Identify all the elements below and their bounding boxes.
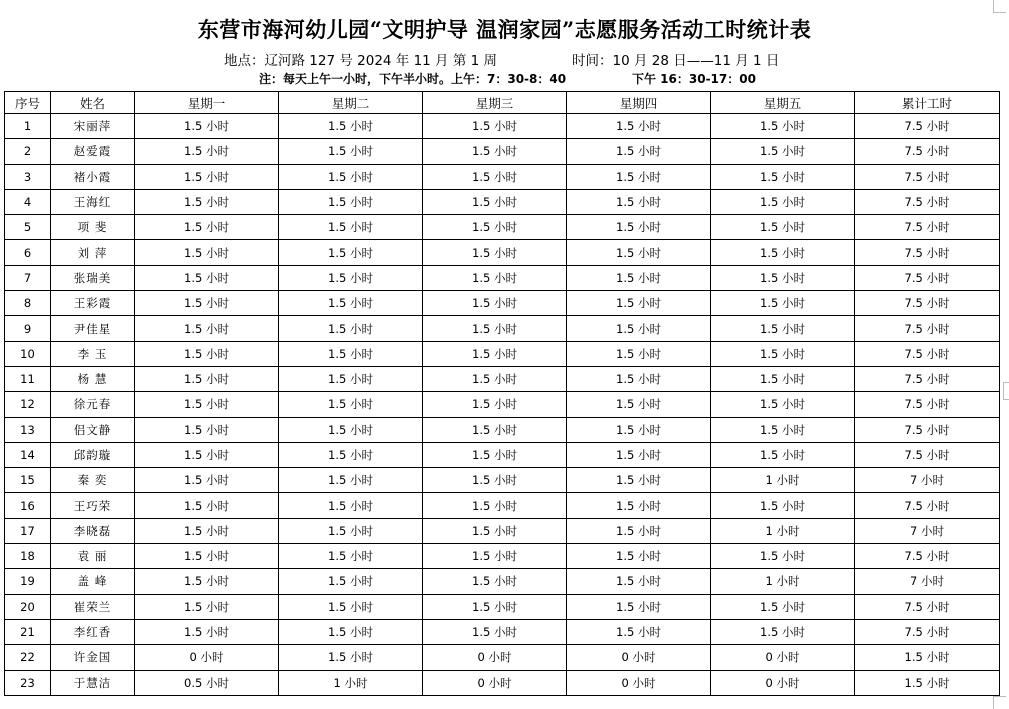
hours-cell: 1.5 小时 [567,114,711,139]
total-hours-cell: 7.5 小时 [855,366,1000,391]
hours-cell: 1.5 小时 [423,417,567,442]
row-number-cell: 13 [5,417,51,442]
hours-cell: 1.5 小时 [279,189,423,214]
hours-cell: 1.5 小时 [423,215,567,240]
hours-cell: 1.5 小时 [279,164,423,189]
total-hours-cell: 7.5 小时 [855,265,1000,290]
hours-cell: 1.5 小时 [135,139,279,164]
total-hours-cell: 7.5 小时 [855,493,1000,518]
hours-cell: 1.5 小时 [711,164,855,189]
hours-cell: 1.5 小时 [423,164,567,189]
name-cell: 褚小霞 [51,164,135,189]
hours-cell: 1.5 小时 [711,316,855,341]
table-row [5,164,1000,189]
hours-cell: 1.5 小时 [279,341,423,366]
hours-cell: 1.5 小时 [711,240,855,265]
hours-cell: 0 小时 [135,645,279,670]
hours-cell: 1.5 小时 [135,518,279,543]
hours-cell: 1.5 小时 [423,366,567,391]
hours-cell: 1.5 小时 [711,265,855,290]
hours-cell: 1.5 小时 [135,215,279,240]
hours-cell: 1.5 小时 [279,139,423,164]
hours-cell: 1.5 小时 [567,569,711,594]
table-row [5,645,1000,670]
hours-cell: 1.5 小时 [423,442,567,467]
total-hours-cell: 7.5 小时 [855,114,1000,139]
name-cell: 袁 丽 [51,544,135,569]
table-row [5,670,1000,695]
hours-cell: 1.5 小时 [135,544,279,569]
name-cell: 杨 慧 [51,366,135,391]
hours-cell: 1.5 小时 [711,189,855,214]
column-header: 星期五 [711,92,855,114]
total-hours-cell: 7.5 小时 [855,417,1000,442]
hours-cell: 1.5 小时 [423,594,567,619]
table-row [5,518,1000,543]
table-row [5,468,1000,493]
table-row [5,265,1000,290]
hours-cell: 1.5 小时 [279,468,423,493]
row-number-cell: 19 [5,569,51,594]
hours-cell: 1.5 小时 [711,366,855,391]
hours-cell: 1.5 小时 [135,265,279,290]
name-cell: 徐元春 [51,392,135,417]
total-hours-cell: 7 小时 [855,569,1000,594]
total-hours-cell: 7.5 小时 [855,164,1000,189]
hours-cell: 1.5 小时 [711,341,855,366]
note-text: 注：每天上午一小时，下午半小时。上午：7：30-8：40 [259,72,567,86]
row-number-cell: 10 [5,341,51,366]
hours-cell: 1.5 小时 [423,114,567,139]
row-number-cell: 20 [5,594,51,619]
hours-cell: 0.5 小时 [135,670,279,695]
total-hours-cell: 7.5 小时 [855,392,1000,417]
hours-cell: 1.5 小时 [135,417,279,442]
table-row [5,366,1000,391]
table-row [5,442,1000,467]
hours-cell: 1.5 小时 [279,493,423,518]
row-number-cell: 7 [5,265,51,290]
table-row [5,114,1000,139]
hours-cell: 1.5 小时 [567,544,711,569]
row-number-cell: 18 [5,544,51,569]
hours-cell: 1.5 小时 [711,392,855,417]
hours-cell: 1.5 小时 [135,240,279,265]
name-cell: 许金国 [51,645,135,670]
hours-cell: 0 小时 [423,645,567,670]
hours-cell: 1.5 小时 [567,316,711,341]
column-header: 累计工时 [855,92,1000,114]
row-number-cell: 1 [5,114,51,139]
hours-cell: 1.5 小时 [279,392,423,417]
hours-cell: 1 小时 [711,569,855,594]
hours-cell: 1.5 小时 [567,442,711,467]
hours-cell: 1.5 小时 [279,240,423,265]
hours-cell: 1.5 小时 [567,139,711,164]
hours-cell: 1.5 小时 [567,366,711,391]
hours-cell: 1.5 小时 [567,291,711,316]
total-hours-cell: 7.5 小时 [855,442,1000,467]
hours-cell: 1.5 小时 [423,265,567,290]
hours-cell: 1.5 小时 [279,594,423,619]
note-afternoon-text: 下午 16：30-17：00 [632,72,756,86]
work-hours-table [4,91,1000,696]
name-cell: 邱韵璇 [51,442,135,467]
row-number-cell: 11 [5,366,51,391]
hours-cell: 1.5 小时 [711,417,855,442]
hours-cell: 1.5 小时 [567,518,711,543]
hours-cell: 0 小时 [567,645,711,670]
hours-cell: 1 小时 [711,468,855,493]
hours-cell: 1.5 小时 [423,468,567,493]
name-cell: 张瑞美 [51,265,135,290]
table-row [5,569,1000,594]
hours-cell: 1.5 小时 [135,493,279,518]
location-text: 地点：辽河路 127 号 2024 年 11 月 第 1 周 [224,53,498,69]
table-row [5,215,1000,240]
hours-cell: 1.5 小时 [423,569,567,594]
hours-cell: 1.5 小时 [711,114,855,139]
hours-cell: 1.5 小时 [567,392,711,417]
column-header: 星期二 [279,92,423,114]
page-edge-mark [1003,382,1009,400]
hours-cell: 1.5 小时 [711,594,855,619]
hours-cell: 1.5 小时 [135,316,279,341]
row-number-cell: 8 [5,291,51,316]
row-number-cell: 23 [5,670,51,695]
table-row [5,240,1000,265]
row-number-cell: 14 [5,442,51,467]
row-number-cell: 15 [5,468,51,493]
hours-cell: 1.5 小时 [423,291,567,316]
table-header-row [5,92,1000,114]
row-number-cell: 16 [5,493,51,518]
hours-cell: 1.5 小时 [135,619,279,644]
hours-cell: 1.5 小时 [279,417,423,442]
hours-cell: 1.5 小时 [135,366,279,391]
hours-cell: 1.5 小时 [135,114,279,139]
table-row [5,316,1000,341]
total-hours-cell: 7 小时 [855,468,1000,493]
hours-cell: 1.5 小时 [567,240,711,265]
table-row [5,594,1000,619]
name-cell: 李晓磊 [51,518,135,543]
page-corner-mark-top [993,0,1006,13]
hours-cell: 1.5 小时 [423,619,567,644]
total-hours-cell: 7.5 小时 [855,240,1000,265]
total-hours-cell: 7.5 小时 [855,215,1000,240]
hours-cell: 1.5 小时 [135,468,279,493]
total-hours-cell: 7.5 小时 [855,594,1000,619]
hours-cell: 1.5 小时 [567,215,711,240]
name-cell: 刘 萍 [51,240,135,265]
table-row [5,139,1000,164]
hours-cell: 1.5 小时 [423,240,567,265]
name-cell: 李红香 [51,619,135,644]
hours-cell: 0 小时 [423,670,567,695]
name-cell: 盖 峰 [51,569,135,594]
hours-cell: 1.5 小时 [423,493,567,518]
hours-cell: 1.5 小时 [279,518,423,543]
hours-cell: 1.5 小时 [279,291,423,316]
hours-cell: 1.5 小时 [135,189,279,214]
row-number-cell: 2 [5,139,51,164]
column-header: 姓名 [51,92,135,114]
hours-cell: 1.5 小时 [135,569,279,594]
hours-cell: 1.5 小时 [135,442,279,467]
time-range-text: 时间：10 月 28 日——11 月 1 日 [572,53,780,69]
hours-cell: 1.5 小时 [423,544,567,569]
name-cell: 侣文静 [51,417,135,442]
hours-cell: 1.5 小时 [423,189,567,214]
hours-cell: 1.5 小时 [279,366,423,391]
table-row [5,493,1000,518]
total-hours-cell: 7.5 小时 [855,139,1000,164]
table-row [5,291,1000,316]
total-hours-cell: 7.5 小时 [855,544,1000,569]
hours-cell: 1.5 小时 [567,493,711,518]
hours-cell: 1.5 小时 [135,594,279,619]
row-number-cell: 3 [5,164,51,189]
hours-cell: 1.5 小时 [711,544,855,569]
row-number-cell: 12 [5,392,51,417]
table-row [5,544,1000,569]
row-number-cell: 5 [5,215,51,240]
column-header: 星期三 [423,92,567,114]
hours-cell: 1.5 小时 [567,265,711,290]
hours-cell: 1.5 小时 [423,316,567,341]
table-row [5,392,1000,417]
name-cell: 项 斐 [51,215,135,240]
row-number-cell: 17 [5,518,51,543]
name-cell: 王彩霞 [51,291,135,316]
row-number-cell: 21 [5,619,51,644]
name-cell: 李 玉 [51,341,135,366]
column-header: 星期一 [135,92,279,114]
total-hours-cell: 7.5 小时 [855,619,1000,644]
hours-cell: 1.5 小时 [567,417,711,442]
document-title: 东营市海河幼儿园“文明护导 温润家园”志愿服务活动工时统计表 [197,17,812,42]
hours-cell: 1.5 小时 [567,189,711,214]
total-hours-cell: 7.5 小时 [855,341,1000,366]
hours-cell: 1.5 小时 [423,341,567,366]
row-number-cell: 6 [5,240,51,265]
hours-cell: 1.5 小时 [279,645,423,670]
hours-cell: 1.5 小时 [711,442,855,467]
total-hours-cell: 7.5 小时 [855,189,1000,214]
row-number-cell: 4 [5,189,51,214]
total-hours-cell: 1.5 小时 [855,645,1000,670]
column-header: 星期四 [567,92,711,114]
hours-cell: 1.5 小时 [423,518,567,543]
total-hours-cell: 7 小时 [855,518,1000,543]
hours-cell: 1.5 小时 [279,114,423,139]
hours-cell: 1.5 小时 [279,316,423,341]
name-cell: 宋丽萍 [51,114,135,139]
name-cell: 赵爱霞 [51,139,135,164]
hours-cell: 1.5 小时 [279,265,423,290]
hours-cell: 1.5 小时 [279,442,423,467]
table-row [5,619,1000,644]
hours-cell: 1.5 小时 [135,392,279,417]
hours-cell: 1.5 小时 [711,215,855,240]
name-cell: 于慧洁 [51,670,135,695]
hours-cell: 1.5 小时 [279,544,423,569]
hours-cell: 1.5 小时 [279,215,423,240]
hours-cell: 1.5 小时 [567,164,711,189]
hours-cell: 0 小时 [567,670,711,695]
column-header: 序号 [5,92,51,114]
hours-cell: 1.5 小时 [567,594,711,619]
hours-cell: 1.5 小时 [279,619,423,644]
name-cell: 秦 奕 [51,468,135,493]
hours-cell: 1.5 小时 [135,291,279,316]
hours-cell: 1.5 小时 [567,341,711,366]
hours-cell: 1.5 小时 [711,619,855,644]
name-cell: 崔荣兰 [51,594,135,619]
hours-cell: 1.5 小时 [423,139,567,164]
name-cell: 王海红 [51,189,135,214]
hours-cell: 0 小时 [711,645,855,670]
hours-cell: 1 小时 [711,518,855,543]
row-number-cell: 22 [5,645,51,670]
hours-cell: 1.5 小时 [711,139,855,164]
table-row [5,341,1000,366]
hours-cell: 1.5 小时 [567,468,711,493]
hours-cell: 0 小时 [711,670,855,695]
hours-cell: 1.5 小时 [135,164,279,189]
page-corner-mark-bottom [993,696,1006,709]
total-hours-cell: 7.5 小时 [855,291,1000,316]
hours-cell: 1.5 小时 [279,569,423,594]
hours-cell: 1.5 小时 [567,619,711,644]
table-row [5,189,1000,214]
hours-cell: 1.5 小时 [423,392,567,417]
hours-cell: 1.5 小时 [711,291,855,316]
total-hours-cell: 7.5 小时 [855,316,1000,341]
name-cell: 尹佳星 [51,316,135,341]
hours-cell: 1.5 小时 [135,341,279,366]
hours-cell: 1.5 小时 [711,493,855,518]
name-cell: 王巧荣 [51,493,135,518]
hours-cell: 1 小时 [279,670,423,695]
row-number-cell: 9 [5,316,51,341]
total-hours-cell: 1.5 小时 [855,670,1000,695]
table-row [5,417,1000,442]
